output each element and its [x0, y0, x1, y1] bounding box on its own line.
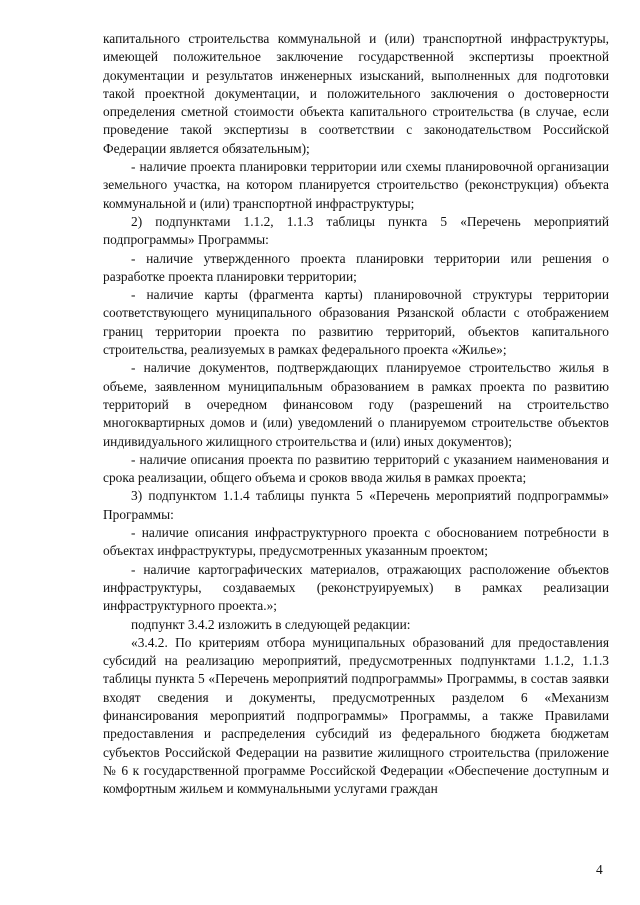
paragraph: - наличие проекта планировки территории или схемы планировочной организации земельного участка, на котором планируется строительство (реконструкция) объекта коммунальной и (или) транспортной инфраструктуры;	[103, 159, 609, 211]
paragraph: - наличие документов, подтверждающих планируемое строительство жилья в объеме, заявленном муниципальным образованием в рамках проекта по развитию территорий в очередном финансовом году (разрешений на строительство многоквартирных домов и (или) уведомлений о планируемом строительстве объектов индивидуального жилищного строительства и (или) иных документов);	[103, 360, 609, 449]
paragraph: - наличие утвержденного проекта планировки территории или решения о разработке проекта планировки территории;	[103, 250, 609, 284]
paragraph: 3) подпунктом 1.1.4 таблицы пункта 5 «Перечень мероприятий подпрограммы» Программы:	[103, 488, 609, 522]
paragraph: - наличие описания проекта по развитию территорий с указанием наименования и срока реализации, общего объема и сроков ввода жилья в рамках проекта;	[103, 451, 609, 486]
paragraph: - наличие карты (фрагмента карты) планировочной структуры территории соответствующего муниципального образования Рязанской области с отображением границ территории проекта по развитию территорий, объектов капитального строительства, реализуемых в рамках федерального проекта «Жилье»;	[103, 287, 609, 358]
page-number: 4	[596, 862, 603, 877]
paragraph: - наличие картографических материалов, отражающих расположение объектов инфраструктуры, создаваемых (реконструируемых) в рамках реализации инфраструктурного проекта.»;	[103, 561, 609, 614]
paragraph: подпункт 3.4.2 изложить в следующей редакции:	[131, 616, 411, 632]
paragraph: капитального строительства коммунальной и (или) транспортной инфраструктуры, имеющей положительное заключение государственной экспертизы проектной документации и результатов инженерных изысканий, выполненных для подготовки такой проектной документации, и положительного заключения о достоверности определения сметной стоимости объекта капитального строительства (в случае, если проведение такой экспертизы в соответствии с законодательством Российской Федерации является обязательным);	[103, 31, 609, 156]
paragraph: 2) подпунктами 1.1.2, 1.1.3 таблицы пункта 5 «Перечень мероприятий подпрограммы» Программы:	[103, 213, 609, 248]
paragraph: «3.4.2. По критериям отбора муниципальных образований для предоставления субсидий на реализацию мероприятий, предусмотренных подпунктами 1.1.2, 1.1.3 таблицы пункта 5 «Перечень мероприятий подпрограммы» Программы, в состав заявки входят сведения и документы, предусмотренных разделом 6 «Механизм финансирования мероприятий подпрограммы» Программы, а также Правилами предоставления и распределения субсидий из федерального бюджета бюджетам субъектов Российской Федерации на развитие жилищного строительства (приложение № 6 к государственной программе Российской Федерации «Обеспечение доступным и комфортным жильем и коммунальными услугами граждан	[103, 634, 609, 797]
document-body	[103, 30, 609, 798]
paragraph: - наличие описания инфраструктурного проекта с обоснованием потребности в объектах инфраструктуры, предусмотренных указанным проектом;	[103, 525, 609, 559]
